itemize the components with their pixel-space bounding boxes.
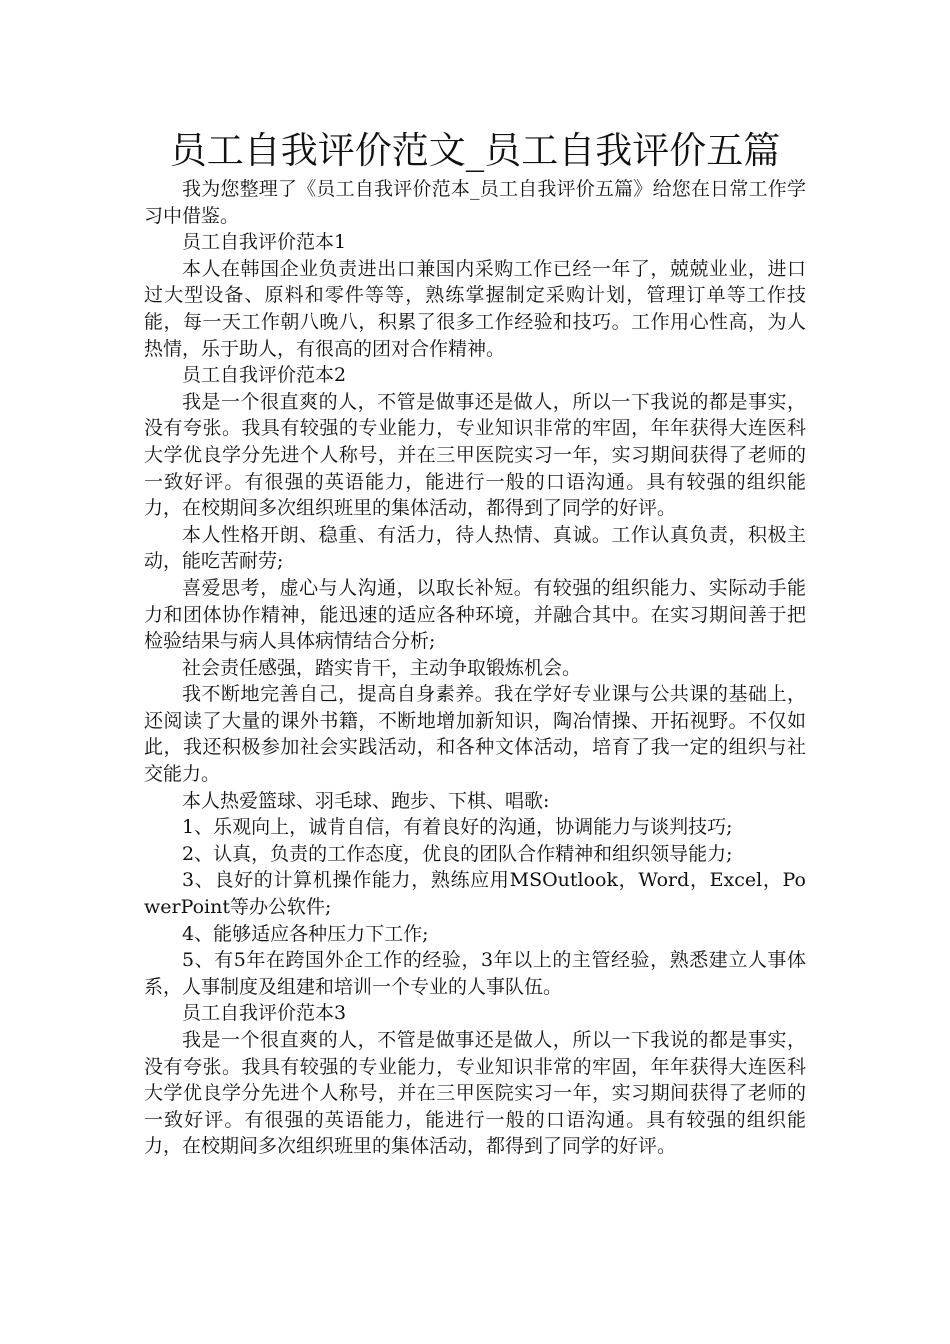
list-item: 2、认真，负责的工作态度，优良的团队合作精神和组织领导能力; [182,842,733,865]
intro-paragraph: 我为您整理了《员工自我评价范本_员工自我评价五篇》给您在日常工作学习中借鉴。 [144,178,806,227]
body-paragraph: 我是一个很直爽的人，不管是做事还是做人，所以一下我说的都是事实，没有夸张。我具有较强的专业能力，专业知识非常的牢固，年年获得大连医科大学优良学分先进个人称号，并在三甲医院实习一年，实习期间获得了老师的一致好评。有很强的英语能力，能进行一般的口语沟通。具有较强的组织能力，在校期间多次组织班里的集体活动，都得到了同学的好评。 [144,1029,806,1158]
body-paragraph: 喜爱思考，虚心与人沟通，以取长补短。有较强的组织能力、实际动手能力和团体协作精神，能迅速的适应各种环境，并融合其中。在实习期间善于把检验结果与病人具体病情结合分析; [144,576,806,653]
body-paragraph: 本人热爱篮球、羽毛球、跑步、下棋、唱歌: [182,789,550,812]
list-item: 1、乐观向上，诚肯自信，有着良好的沟通，协调能力与谈判技巧; [182,816,733,839]
list-item: 5、有5年在跨国外企工作的经验，3年以上的主管经验，熟悉建立人事体系，人事制度及组建和培训一个专业的人事队伍。 [144,949,806,998]
list-item: 3、良好的计算机操作能力，熟练应用MSOutlook，Word，Excel，PowerPoint等办公软件; [144,869,806,919]
body-paragraph: 我不断地完善自己，提高自身素养。我在学好专业课与公共课的基础上，还阅读了大量的课外书籍，不断地增加新知识，陶冶情操、开拓视野。不仅如此，我还积极参加社会实践活动，和各种文体活动，培育了我一定的组织与社交能力。 [144,683,806,786]
section-heading-2: 员工自我评价范本2 [182,364,347,387]
document-title: 员工自我评价范文_员工自我评价五篇 [169,129,781,172]
body-paragraph: 本人性格开朗、稳重、有活力，待人热情、真诚。工作认真负责，积极主动，能吃苦耐劳; [144,523,806,573]
section-heading-1: 员工自我评价范本1 [182,231,347,254]
body-paragraph: 社会责任感强，踏实肯干，主动争取锻炼机会。 [182,656,582,679]
document-page [144,128,806,1160]
list-item: 4、能够适应各种压力下工作; [182,922,429,945]
body-paragraph: 本人在韩国企业负责进出口兼国内采购工作已经一年了，兢兢业业，进口过大型设备、原料和零件等等，熟练掌握制定采购计划，管理订单等工作技能，每一天工作朝八晚八，积累了很多工作经验和技巧。工作用心性高，为人热情，乐于助人，有很高的团对合作精神。 [144,257,806,360]
body-paragraph: 我是一个很直爽的人，不管是做事还是做人，所以一下我说的都是事实，没有夸张。我具有较强的专业能力，专业知识非常的牢固，年年获得大连医科大学优良学分先进个人称号，并在三甲医院实习一年，实习期间获得了老师的一致好评。有很强的英语能力，能进行一般的口语沟通。具有较强的组织能力，在校期间多次组织班里的集体活动，都得到了同学的好评。 [144,390,806,520]
section-heading-3: 员工自我评价范本3 [182,1002,347,1025]
